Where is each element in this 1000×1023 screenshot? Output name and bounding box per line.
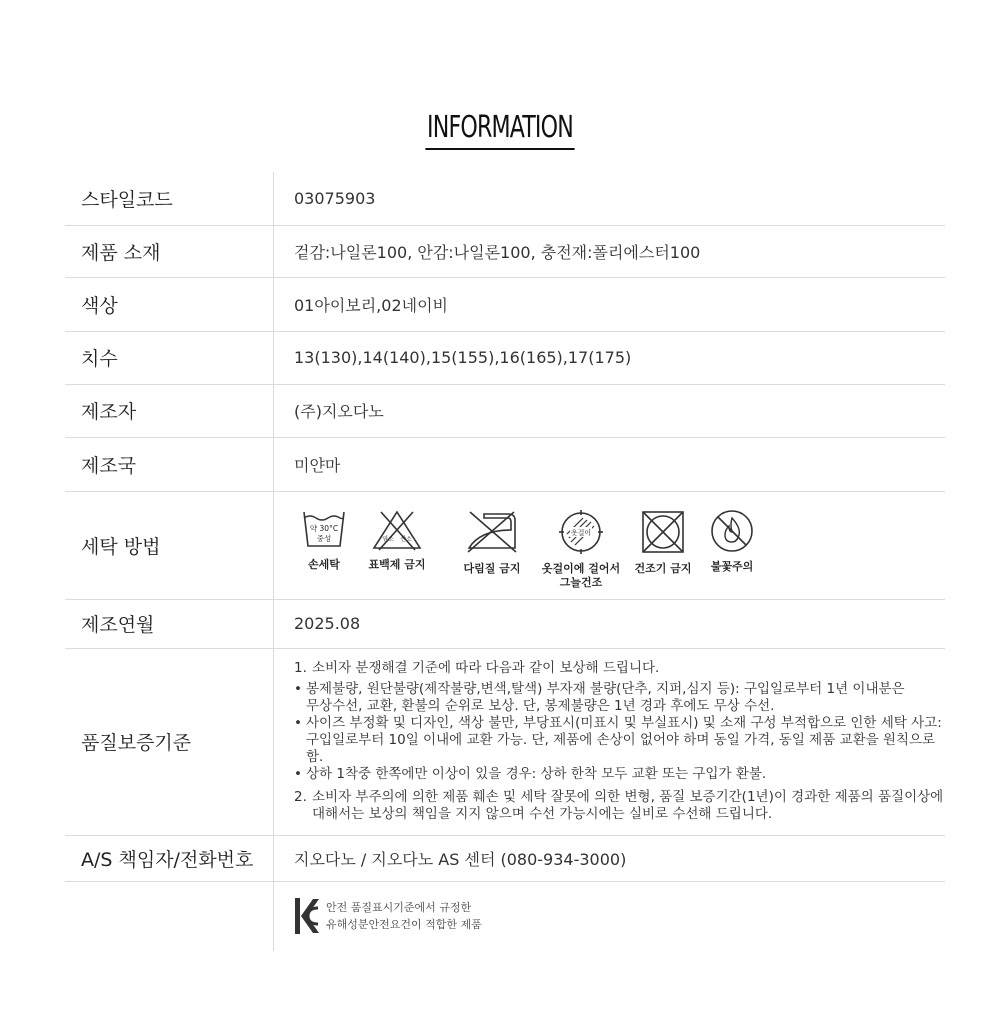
row-label: 색상 (65, 277, 274, 331)
wash-icons-cell (274, 491, 946, 599)
row-value: 지오다노 / 지오다노 AS 센터 (080-934-3000) (274, 835, 946, 881)
row-label: 품질보증기준 (65, 648, 274, 835)
wash-icons (294, 500, 945, 590)
bullet-mark: • (294, 715, 302, 731)
wash-label: 옷걸이에 걸어서 그늘건조 (541, 562, 621, 589)
hang-dry-shade-icon (557, 508, 605, 556)
bullet-line: 봉제불량, 원단불량(제작불량,변색,탈색) 부자재 불량(단추, 지퍼,심지 등): 구입일로부터 1년 이내분은 (306, 681, 905, 697)
page-title-wrap (0, 110, 1000, 150)
table-row (65, 172, 945, 225)
row-label: 제품 소재 (65, 225, 274, 277)
table-row-wash (65, 491, 945, 599)
wash-item (536, 508, 626, 590)
quality-item-text: 대해서는 보상의 책임을 지지 않으며 수선 가능시에는 실비로 수선해 드립니다. (312, 806, 773, 822)
quality-bullet (294, 681, 945, 715)
quality-item-text: 소비자 부주의에 의한 제품 훼손 및 세탁 잘못에 의한 변형, 품질 보증기간(1년)이 경과한 제품의 품질이상에 (312, 789, 944, 805)
kc-line: 유해성분안전요건이 적합한 제품 (326, 918, 482, 932)
row-label: 제조자 (65, 384, 274, 437)
row-value: 01아이보리,02네이비 (274, 277, 946, 331)
row-label: 제조국 (65, 437, 274, 491)
wash-label: 표백제 금지 (368, 558, 426, 571)
row-value: 2025.08 (274, 599, 946, 648)
quality-cell (274, 648, 946, 835)
no-iron-icon (464, 508, 520, 556)
no-bleach-oxygen: 산소 (400, 536, 412, 543)
hand-wash-temp: 약 30°C (309, 524, 339, 533)
bullet-mark: • (294, 681, 302, 697)
kc-text (326, 899, 482, 933)
wash-label: 건조기 금지 (634, 562, 692, 575)
no-bleach-icon (371, 508, 423, 552)
row-label: A/S 책임자/전화번호 (65, 835, 274, 881)
row-value: (주)지오다노 (274, 384, 946, 437)
kc-cell (274, 881, 946, 951)
bullet-mark: • (294, 766, 302, 782)
table-row (65, 599, 945, 648)
quality-item-1 (294, 660, 945, 677)
table-row (65, 277, 945, 331)
wash-item (630, 508, 696, 576)
wash-item (452, 508, 532, 576)
row-value: 겉감:나일론100, 안감:나일론100, 충전재:폴리에스터100 (274, 225, 946, 277)
row-label-empty (65, 881, 274, 951)
hanger-text: 옷걸이 (570, 529, 592, 537)
kc-mark (274, 887, 945, 945)
bullet-line: 구입일로부터 10일 이내에 교환 가능. 단, 제품에 손상이 없어야 하며 동일 가격, 동일 제품 교환을 원칙으로 함. (306, 732, 936, 765)
wash-item (294, 508, 354, 572)
row-label: 치수 (65, 331, 274, 384)
row-label: 스타일코드 (65, 172, 274, 225)
hand-wash-icon (301, 508, 347, 552)
no-bleach-chlorine: 염소 (382, 536, 394, 543)
wash-label: 불꽃주의 (710, 560, 754, 573)
table-row (65, 331, 945, 384)
table-row-kc (65, 881, 945, 951)
table-row (65, 835, 945, 881)
row-value: 미얀마 (274, 437, 946, 491)
table-row (65, 384, 945, 437)
table-row (65, 437, 945, 491)
row-value: 03075903 (274, 172, 946, 225)
kc-line: 안전 품질표시기준에서 규정한 (326, 901, 472, 915)
table-row (65, 225, 945, 277)
row-label: 세탁 방법 (65, 491, 274, 599)
bullet-line: 무상수선, 교환, 환불의 순위로 보상. 단, 봉제불량은 1년 경과 후에도 무상 수선. (306, 698, 775, 714)
wash-label: 다림질 금지 (463, 562, 521, 575)
bullet-line: 사이즈 부정확 및 디자인, 색상 불만, 부당표시(미표시 및 부실표시) 및 소재 구성 부적합으로 인한 세탁 사고: (306, 715, 942, 731)
row-value: 13(130),14(140),15(155),16(165),17(175) (274, 331, 946, 384)
quality-item-number: 1. (294, 660, 307, 676)
quality-item-2 (294, 789, 945, 823)
quality-bullet (294, 766, 945, 783)
info-table (65, 172, 945, 951)
row-label: 제조연월 (65, 599, 274, 648)
bullet-line: 상하 1착중 한쪽에만 이상이 있을 경우: 상하 한착 모두 교환 또는 구입가 환불. (306, 766, 767, 782)
keep-away-fire-icon (709, 508, 755, 554)
hand-wash-neutral: 중성 (316, 534, 332, 543)
wash-item (362, 508, 432, 572)
wash-item (704, 508, 760, 574)
quality-bullet (294, 715, 945, 766)
quality-item-text: 소비자 분쟁해결 기준에 따라 다음과 같이 보상해 드립니다. (312, 660, 660, 676)
wash-label: 손세탁 (308, 558, 340, 571)
kc-logo-icon (294, 897, 320, 935)
quality-item-number: 2. (294, 789, 307, 805)
table-row-quality (65, 648, 945, 835)
page-title: INFORMATION (425, 110, 574, 150)
no-tumble-dry-icon (639, 508, 687, 556)
